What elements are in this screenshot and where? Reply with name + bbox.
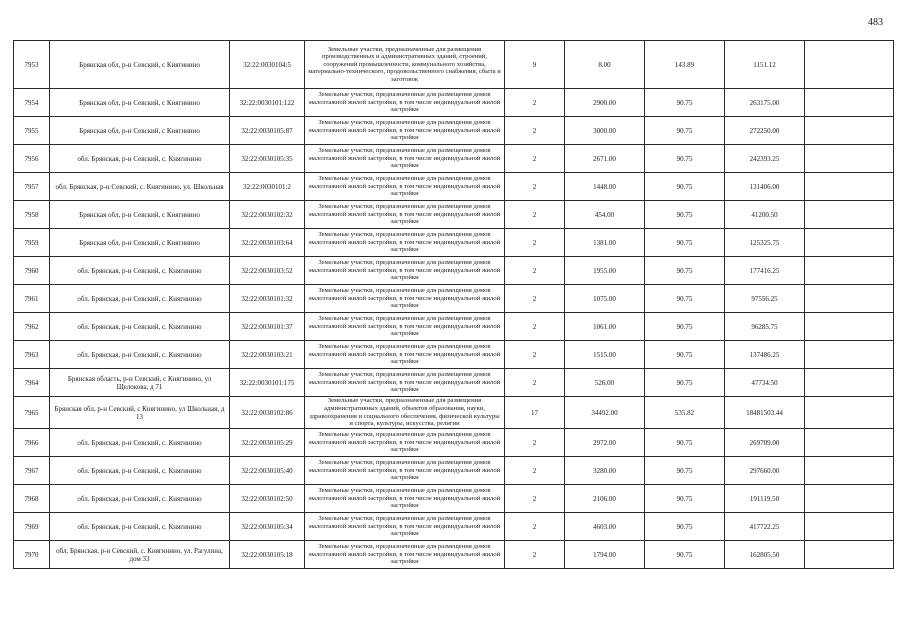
cadastral-number-cell: 32:22:0030101:32: [230, 285, 305, 313]
address-cell: обл. Брянская, р-н Севский, с. Княгинино: [50, 513, 230, 541]
specific-value-cell: 90.75: [645, 369, 725, 397]
land-use-cell: Земельные участки, предназначенные для размещения домов малоэтажной жилой застройки, в том числе индивидуальной жилой застройки: [305, 369, 505, 397]
specific-value-cell: 90.75: [645, 313, 725, 341]
area-cell: 526.00: [565, 369, 645, 397]
area-cell: 34492.00: [565, 397, 645, 429]
area-cell: 1075.00: [565, 285, 645, 313]
cadastral-number-cell: 32:22:0030103:64: [230, 229, 305, 257]
empty-cell: [805, 369, 894, 397]
cadastral-value-cell: 41200.50: [725, 201, 805, 229]
table-row: [14, 117, 894, 145]
specific-value-cell: 90.75: [645, 173, 725, 201]
row-number-cell: 7961: [14, 285, 50, 313]
cadastral-number-cell: 32:22:0030105:40: [230, 457, 305, 485]
area-cell: 3280.00: [565, 457, 645, 485]
use-code-cell: 2: [505, 285, 565, 313]
table-row: [14, 89, 894, 117]
cadastral-value-cell: 162805.50: [725, 541, 805, 569]
table-row: [14, 513, 894, 541]
row-number-cell: 7967: [14, 457, 50, 485]
specific-value-cell: 90.75: [645, 117, 725, 145]
table-row: [14, 429, 894, 457]
address-cell: обл. Брянская, р-н Севский, с. Княгинино: [50, 485, 230, 513]
empty-cell: [805, 341, 894, 369]
area-cell: 1061.00: [565, 313, 645, 341]
row-number-cell: 7955: [14, 117, 50, 145]
empty-cell: [805, 173, 894, 201]
cadastral-number-cell: 32:22:0030101:37: [230, 313, 305, 341]
table-row: [14, 369, 894, 397]
cadastral-value-cell: 263175.00: [725, 89, 805, 117]
land-use-cell: Земельные участки, предназначенные для размещения домов малоэтажной жилой застройки, в том числе индивидуальной жилой застройки: [305, 429, 505, 457]
area-cell: 1955.00: [565, 257, 645, 285]
area-cell: 8.00: [565, 41, 645, 89]
address-cell: Брянская обл, р-н Севский, с Княгинино: [50, 229, 230, 257]
cadastral-value-cell: 242393.25: [725, 145, 805, 173]
address-cell: обл. Брянская, р-н Севский, с. Княгинино: [50, 145, 230, 173]
table-row: [14, 485, 894, 513]
specific-value-cell: 90.75: [645, 457, 725, 485]
table-row: [14, 397, 894, 429]
empty-cell: [805, 285, 894, 313]
specific-value-cell: 90.75: [645, 285, 725, 313]
area-cell: 454.00: [565, 201, 645, 229]
area-cell: 1515.00: [565, 341, 645, 369]
land-use-cell: Земельные участки, предназначенные для размещения домов малоэтажной жилой застройки, в том числе индивидуальной жилой застройки: [305, 145, 505, 173]
land-use-cell: Земельные участки, предназначенные для размещения домов малоэтажной жилой застройки, в том числе индивидуальной жилой застройки: [305, 117, 505, 145]
row-number-cell: 7969: [14, 513, 50, 541]
land-use-cell: Земельные участки, предназначенные для размещения домов малоэтажной жилой застройки, в том числе индивидуальной жилой застройки: [305, 89, 505, 117]
specific-value-cell: 90.75: [645, 201, 725, 229]
area-cell: 1448.00: [565, 173, 645, 201]
address-cell: обл. Брянская, р-н Севский, с. Княгинино: [50, 313, 230, 341]
address-cell: Брянская область, р-н Севский, с Княгинино, ул Щелокова, д 71: [50, 369, 230, 397]
empty-cell: [805, 313, 894, 341]
table-row: [14, 173, 894, 201]
use-code-cell: 2: [505, 117, 565, 145]
specific-value-cell: 90.75: [645, 541, 725, 569]
address-cell: Брянская обл, р-н Севский, с Княгинино, ул Школьная, д 13: [50, 397, 230, 429]
land-use-cell: Земельные участки, предназначенные для размещения домов малоэтажной жилой застройки, в том числе индивидуальной жилой застройки: [305, 513, 505, 541]
cadastral-number-cell: 32:22:0030102:86: [230, 397, 305, 429]
table-row: [14, 145, 894, 173]
land-use-cell: Земельные участки, предназначенные для размещения домов малоэтажной жилой застройки, в том числе индивидуальной жилой застройки: [305, 485, 505, 513]
cadastral-value-cell: 297660.00: [725, 457, 805, 485]
cadastral-value-cell: 417722.25: [725, 513, 805, 541]
use-code-cell: 17: [505, 397, 565, 429]
use-code-cell: 2: [505, 457, 565, 485]
table-row: [14, 541, 894, 569]
row-number-cell: 7953: [14, 41, 50, 89]
land-use-cell: Земельные участки, предназначенные для размещения домов малоэтажной жилой застройки, в том числе индивидуальной жилой застройки: [305, 173, 505, 201]
table-row: [14, 229, 894, 257]
use-code-cell: 2: [505, 257, 565, 285]
cadastral-number-cell: 32:22:0030103:21: [230, 341, 305, 369]
specific-value-cell: 90.75: [645, 257, 725, 285]
table-row: [14, 257, 894, 285]
use-code-cell: 2: [505, 145, 565, 173]
empty-cell: [805, 145, 894, 173]
cadastral-value-cell: 96285.75: [725, 313, 805, 341]
land-use-cell: Земельные участки, предназначенные для размещения домов малоэтажной жилой застройки, в том числе индивидуальной жилой застройки: [305, 229, 505, 257]
cadastral-value-cell: 97556.25: [725, 285, 805, 313]
address-cell: обл. Брянская, р-н Севский, с. Княгинино: [50, 285, 230, 313]
empty-cell: [805, 117, 894, 145]
address-cell: обл. Брянская, р-н Севский, с. Княгинино, ул. Школьная: [50, 173, 230, 201]
address-cell: Брянская обл, р-н Севский, с Княгинино: [50, 117, 230, 145]
empty-cell: [805, 485, 894, 513]
row-number-cell: 7956: [14, 145, 50, 173]
land-use-cell: Земельные участки, предназначенные для размещения домов малоэтажной жилой застройки, в том числе индивидуальной жилой застройки: [305, 257, 505, 285]
cadastral-value-cell: 177416.25: [725, 257, 805, 285]
address-cell: обл. Брянская, р-н Севский, с. Княгинино: [50, 341, 230, 369]
address-cell: обл. Брянская, р-н Севский, с. Княгинино, ул. Рагулина, дом 33: [50, 541, 230, 569]
specific-value-cell: 90.75: [645, 513, 725, 541]
cadastral-number-cell: 32:22:0030105:87: [230, 117, 305, 145]
row-number-cell: 7965: [14, 397, 50, 429]
land-use-cell: Земельные участки, предназначенные для размещения производственных и административных зданий, строений, сооружений промышленности, коммунального хозяйства, материально-технического, продовольственного снабжения, сбыта и заготовок: [305, 41, 505, 89]
row-number-cell: 7963: [14, 341, 50, 369]
use-code-cell: 2: [505, 485, 565, 513]
row-number-cell: 7954: [14, 89, 50, 117]
land-use-cell: Земельные участки, предназначенные для размещения домов малоэтажной жилой застройки, в том числе индивидуальной жилой застройки: [305, 201, 505, 229]
area-cell: 2106.00: [565, 485, 645, 513]
area-cell: 3000.00: [565, 117, 645, 145]
use-code-cell: 2: [505, 89, 565, 117]
empty-cell: [805, 89, 894, 117]
specific-value-cell: 143.89: [645, 41, 725, 89]
empty-cell: [805, 457, 894, 485]
area-cell: 2671.00: [565, 145, 645, 173]
table-row: [14, 341, 894, 369]
use-code-cell: 2: [505, 541, 565, 569]
specific-value-cell: 90.75: [645, 145, 725, 173]
empty-cell: [805, 41, 894, 89]
cadastral-value-cell: 131406.00: [725, 173, 805, 201]
empty-cell: [805, 201, 894, 229]
use-code-cell: 2: [505, 229, 565, 257]
cadastral-number-cell: 32:22:0030105:34: [230, 513, 305, 541]
row-number-cell: 7960: [14, 257, 50, 285]
empty-cell: [805, 513, 894, 541]
land-use-cell: Земельные участки, предназначенные для размещения домов малоэтажной жилой застройки, в том числе индивидуальной жилой застройки: [305, 285, 505, 313]
cadastral-value-cell: 269709.00: [725, 429, 805, 457]
use-code-cell: 2: [505, 201, 565, 229]
row-number-cell: 7957: [14, 173, 50, 201]
table-row: [14, 41, 894, 89]
row-number-cell: 7959: [14, 229, 50, 257]
land-use-cell: Земельные участки, предназначенные для размещения домов малоэтажной жилой застройки, в том числе индивидуальной жилой застройки: [305, 457, 505, 485]
address-cell: обл. Брянская, р-н Севский, с. Княгинино: [50, 457, 230, 485]
use-code-cell: 2: [505, 313, 565, 341]
land-use-cell: Земельные участки, предназначенные для размещения домов малоэтажной жилой застройки, в том числе индивидуальной жилой застройки: [305, 313, 505, 341]
specific-value-cell: 535.82: [645, 397, 725, 429]
specific-value-cell: 90.75: [645, 341, 725, 369]
cadastral-value-cell: 272250.00: [725, 117, 805, 145]
empty-cell: [805, 229, 894, 257]
specific-value-cell: 90.75: [645, 429, 725, 457]
area-cell: 2972.00: [565, 429, 645, 457]
page-number: 483: [868, 17, 883, 28]
cadastral-value-table: [13, 40, 894, 569]
specific-value-cell: 90.75: [645, 485, 725, 513]
empty-cell: [805, 257, 894, 285]
cadastral-number-cell: 32:22:0030103:52: [230, 257, 305, 285]
empty-cell: [805, 541, 894, 569]
empty-cell: [805, 429, 894, 457]
cadastral-value-cell: 125325.75: [725, 229, 805, 257]
address-cell: Брянская обл, р-н Севский, с Княгинино: [50, 89, 230, 117]
use-code-cell: 2: [505, 369, 565, 397]
area-cell: 1794.00: [565, 541, 645, 569]
cadastral-number-cell: 32:22:0030102:32: [230, 201, 305, 229]
cadastral-number-cell: 32:22:0030101:175: [230, 369, 305, 397]
cadastral-value-cell: 137486.25: [725, 341, 805, 369]
use-code-cell: 2: [505, 513, 565, 541]
row-number-cell: 7958: [14, 201, 50, 229]
land-use-cell: Земельные участки, предназначенные для размещения домов малоэтажной жилой застройки, в том числе индивидуальной жилой застройки: [305, 341, 505, 369]
land-use-cell: Земельные участки, предназначенные для размещения административных зданий, объектов образования, науки, здравоохранения и социального обеспечения, физической культуры и спорта, культуры, искусства, религии: [305, 397, 505, 429]
use-code-cell: 2: [505, 341, 565, 369]
table-body: [14, 41, 894, 569]
address-cell: обл. Брянская, р-н Севский, с. Княгинино: [50, 257, 230, 285]
table-row: [14, 457, 894, 485]
cadastral-number-cell: 32:22:0030105:18: [230, 541, 305, 569]
cadastral-value-cell: 18481503.44: [725, 397, 805, 429]
area-cell: 2900.00: [565, 89, 645, 117]
cadastral-value-cell: 191119.50: [725, 485, 805, 513]
row-number-cell: 7970: [14, 541, 50, 569]
address-cell: Брянская обл, р-н Севский, с Княгинино: [50, 201, 230, 229]
table-row: [14, 201, 894, 229]
cadastral-value-cell: 47734.50: [725, 369, 805, 397]
use-code-cell: 9: [505, 41, 565, 89]
specific-value-cell: 90.75: [645, 229, 725, 257]
area-cell: 1381.00: [565, 229, 645, 257]
cadastral-number-cell: 32:22:0030105:29: [230, 429, 305, 457]
area-cell: 4603.00: [565, 513, 645, 541]
table-row: [14, 313, 894, 341]
use-code-cell: 2: [505, 429, 565, 457]
row-number-cell: 7964: [14, 369, 50, 397]
cadastral-value-cell: 1151.12: [725, 41, 805, 89]
empty-cell: [805, 397, 894, 429]
address-cell: обл. Брянская, р-н Севский, с. Княгинино: [50, 429, 230, 457]
use-code-cell: 2: [505, 173, 565, 201]
table-row: [14, 285, 894, 313]
row-number-cell: 7966: [14, 429, 50, 457]
cadastral-number-cell: 32:22:0030104:5: [230, 41, 305, 89]
cadastral-number-cell: 32:22:0030101:122: [230, 89, 305, 117]
land-use-cell: Земельные участки, предназначенные для размещения домов малоэтажной жилой застройки, в том числе индивидуальной жилой застройки: [305, 541, 505, 569]
row-number-cell: 7968: [14, 485, 50, 513]
row-number-cell: 7962: [14, 313, 50, 341]
address-cell: Брянская обл, р-н Севский, с Княгинино: [50, 41, 230, 89]
cadastral-number-cell: 32:22:0030101:2: [230, 173, 305, 201]
cadastral-number-cell: 32:22:0030102:50: [230, 485, 305, 513]
cadastral-number-cell: 32:22:0030105:35: [230, 145, 305, 173]
specific-value-cell: 90.75: [645, 89, 725, 117]
